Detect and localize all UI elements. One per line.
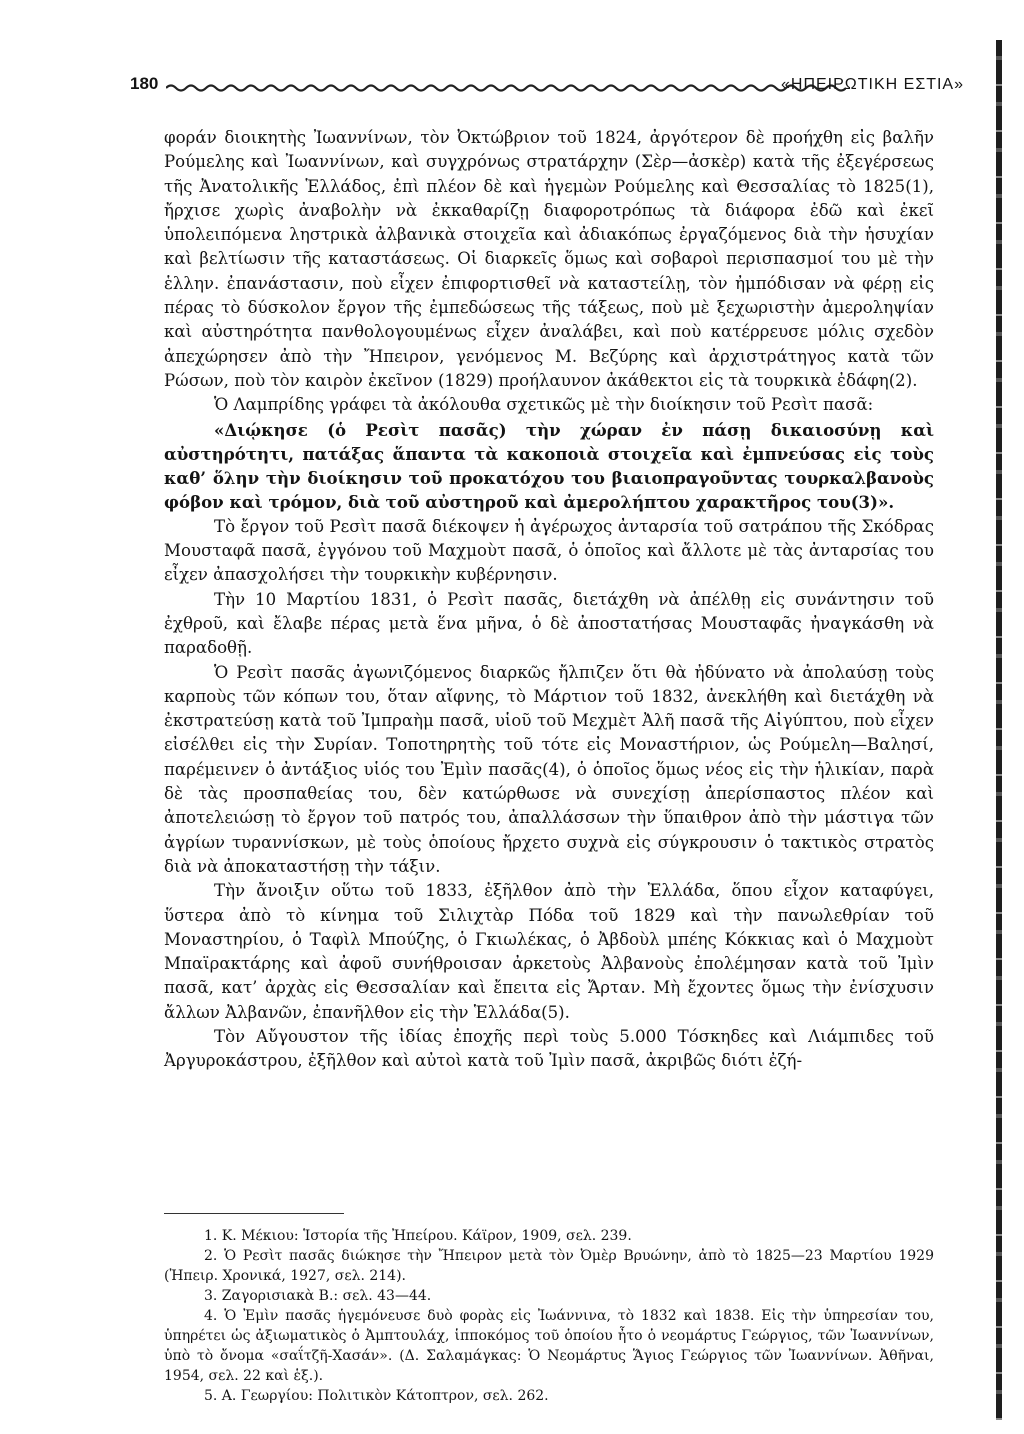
paragraph: Τὸ ἔργον τοῦ Ρεσὶτ πασᾶ διέκοψεν ἡ ἀγέρωχος ἀνταρσία τοῦ σατράπου τῆς Σκόδρας Μουσταφᾶ πασᾶ, ἐγγόνου τοῦ Μαχμοὺτ πασᾶ, ὁ ὁποῖος καὶ ἄλλοτε μὲ τὰς ἀνταρσίας του εἶχεν ἀπασχολήσει τὴν τουρκικὴν κυβέρνησιν.: [164, 516, 934, 585]
quoted-paragraph: «Διῴκησε (ὁ Ρεσὶτ πασᾶς) τὴν χώραν ἐν πάσῃ δικαιοσύνῃ καὶ αὐστηρότητι, πατάξας ἅπαντα τὰ κακοποιὰ στοιχεῖα καὶ ἐμπνεύσας εἰς τοὺς καθ’ ὅλην τὴν διοίκησιν τοῦ προκατόχου του βιαιοπραγοῦντας τουρκαλβανοὺς φόβον καὶ τρόμον, διὰ τοῦ αὐστηροῦ καὶ ἀμερολήπτου χαρακτῆρος του(3)».: [164, 419, 934, 513]
page-binding-edge: [996, 40, 1002, 1420]
page-number: 180: [130, 74, 159, 93]
decorative-wave-rule: [166, 82, 846, 94]
paragraph: φοράν διοικητὴς Ἰωαννίνων, τὸν Ὀκτώβριον τοῦ 1824, ἀργότερον δὲ προήχθη εἰς βαλῆν Ρούμελης καὶ Ἰωαννίνων, καὶ συγχρόνως στρατάρχην (Σὲρ—ἀσκὲρ) κατὰ τῆς ἐξεγέρσεως τῆς Ἀνατολικῆς Ἑλλάδος, ἐπὶ πλέον δὲ καὶ ἡγεμὼν Ρούμελης καὶ Θεσσαλίας τὸ 1825(1), ἤρχισε χωρὶς ἀναβολὴν νὰ ἐκκαθαρίζῃ διαφοροτρόπως τὰ διάφορα ἐδῶ καὶ ἐκεῖ ὑπολειπόμενα ληστρικὰ ἀλβανικὰ στοιχεῖα καὶ ἀδιακόπως ἐργαζόμενος διὰ τὴν ἡσυχίαν καὶ βελτίωσιν τῆς καταστάσεως. Οἱ διαρκεῖς ὅμως καὶ σοβαροὶ περισπασμοί του μὲ τὴν ἑλλην. ἐπανάστασιν, ποὺ εἶχεν ἐπιφορτισθεῖ νὰ καταστείλῃ, τὸν ἠμπόδισαν νὰ φέρῃ εἰς πέρας τὸ δύσκολον ἔργον τῆς ἐμπεδώσεως τῆς τάξεως, ποὺ μὲ ξεχωριστὴν ἀμεροληψίαν καὶ αὐστηρότητα πανθολογουμένως εἶχεν ἀναλάβει, καὶ ποὺ κατέρρευσε μόλις σχεδὸν ἀπεχώρησεν ἀπὸ τὴν Ἤπειρον, γενόμενος Μ. Βεζύρης καὶ ἀρχιστράτηγος κατὰ τῶν Ρώσων, ποὺ τὸν καιρὸν ἐκεῖνον (1829) προήλαυνον ἀκάθεκτοι εἰς τὰ τουρκικὰ ἐδάφη(2).: [164, 128, 934, 390]
page-header: [130, 70, 964, 106]
footnote: 4. Ὁ Ἐμὶν πασᾶς ἡγεμόνευσε δυὸ φορὰς εἰς Ἰωάννινα, τὸ 1832 καὶ 1838. Εἰς τὴν ὑπηρεσίαν του, ὑπηρέτει ὡς ἀξιωματικὸς ὁ Ἀμπτουλάχ, ἱπποκόμος τοῦ ὁποίου ἦτο ὁ νεομάρτυς Γεώργιος, τῶν Ἰωαννίνων, ὑπὸ τὸ ὄνομα «σαΐτζῆ-Χασάν». (Δ. Σαλαμάγκας: Ὁ Νεομάρτυς Ἅγιος Γεώργιος τῶν Ἰωαννίνων. Ἀθῆναι, 1954, σελ. 22 καὶ ἑξ.).: [164, 1308, 934, 1384]
footnote: 2. Ὁ Ρεσὶτ πασᾶς διώκησε τὴν Ἤπειρον μετὰ τὸν Ὀμὲρ Βρυώνην, ἀπὸ τὸ 1825—23 Μαρτίου 1929 (Ἠπειρ. Χρονικά, 1927, σελ. 214).: [164, 1248, 934, 1284]
footnotes: [164, 1226, 934, 1406]
paragraph: Ὁ Λαμπρίδης γράφει τὰ ἀκόλουθα σχετικῶς μὲ τὴν διοίκησιν τοῦ Ρεσὶτ πασᾶ:: [214, 395, 874, 415]
footnote: 3. Ζαγορισιακὰ Β.: σελ. 43—44.: [204, 1288, 432, 1304]
body-text: [164, 126, 934, 1074]
footnote: 5. Α. Γεωργίου: Πολιτικὸν Κάτοπτρον, σελ. 262.: [204, 1388, 549, 1404]
footnote-divider: [164, 1213, 344, 1214]
paragraph: Ὁ Ρεσὶτ πασᾶς ἀγωνιζόμενος διαρκῶς ἤλπιζεν ὅτι θὰ ἠδύνατο νὰ ἀπολαύσῃ τοὺς καρποὺς τῶν κόπων του, ὅταν αἴφνης, τὸ Μάρτιον τοῦ 1832, ἀνεκλήθη καὶ διετάχθη νὰ ἐκστρατεύσῃ κατὰ τοῦ Ἰμπραὴμ πασᾶ, υἱοῦ τοῦ Μεχμὲτ Ἀλῆ πασᾶ τῆς Αἰγύπτου, ποὺ εἶχεν εἰσέλθει εἰς τὴν Συρίαν. Τοποτηρητὴς τοῦ τότε εἰς Μοναστήριον, ὡς Ρούμελη—Βαλησί, παρέμεινεν ὁ ἀντάξιος υἱός του Ἐμὶν πασᾶς(4), ὁ ὁποῖος ὅμως νέος εἰς τὴν ἡλικίαν, παρὰ δὲ τὰς προσπαθείας του, δὲν κατώρθωσε νὰ συνεχίσῃ ἀπερίσπαστος πλέον καὶ ἀποτελειώσῃ τὸ ἔργον τοῦ πατρός του, ἀπαλλάσσων τὴν ὕπαιθρον ἀπὸ τὴν μάστιγα τῶν ἀγρίων τυραννίσκων, μὲ τοὺς ὁποίους ἤρχετο συχνὰ εἰς σύγκρουσιν ὁ τακτικὸς στρατὸς διὰ νὰ ἀποκαταστήσῃ τὴν τάξιν.: [164, 662, 934, 876]
running-head: «ΗΠΕΙΡΩΤΙΚΗ ΕΣΤΙΑ»: [781, 76, 964, 93]
paragraph: Τὸν Αὔγουστον τῆς ἰδίας ἐποχῆς περὶ τοὺς 5.000 Τόσκηδες καὶ Λιάμπιδες τοῦ Ἀργυροκάστρου, ἐξῆλθον καὶ αὐτοὶ κατὰ τοῦ Ἰμὶν πασᾶ, ἀκριβῶς διότι ἐζή-: [164, 1026, 934, 1071]
footnote: 1. Κ. Μέκιου: Ἱστορία τῆς Ἠπείρου. Κάϊρον, 1909, σελ. 239.: [204, 1228, 632, 1244]
paragraph: Τὴν 10 Μαρτίου 1831, ὁ Ρεσὶτ πασᾶς, διετάχθη νὰ ἀπέλθῃ εἰς συνάντησιν τοῦ ἐχθροῦ, καὶ ἔλαβε πέρας μετὰ ἕνα μῆνα, ὁ δὲ ἀποστατήσας Μουσταφᾶς ἠναγκάσθη νὰ παραδοθῇ.: [164, 589, 934, 658]
paragraph: Τὴν ἄνοιξιν οὕτω τοῦ 1833, ἐξῆλθον ἀπὸ τὴν Ἑλλάδα, ὅπου εἶχον καταφύγει, ὕστερα ἀπὸ τὸ κίνημα τοῦ Σιλιχτὰρ Πόδα τοῦ 1829 καὶ τὴν πανωλεθρίαν τοῦ Μοναστηρίου, ὁ Ταφὶλ Μπούζης, ὁ Γκιωλέκας, ὁ Ἀβδοὺλ μπέης Κόκκιας καὶ ὁ Μαχμοὺτ Μπαϊρακτάρης καὶ ἀφοῦ συνήθροισαν ἀρκετοὺς Ἀλβανοὺς ἐπολέμησαν κατὰ τοῦ Ἰμὶν πασᾶ, κατ’ ἀρχὰς εἰς Θεσσαλίαν καὶ ἔπειτα εἰς Ἄρταν. Μὴ ἔχοντες ὅμως τὴν ἐνίσχυσιν ἄλλων Ἀλβανῶν, ἐπανῆλθον εἰς τὴν Ἑλλάδα(5).: [164, 881, 934, 1022]
